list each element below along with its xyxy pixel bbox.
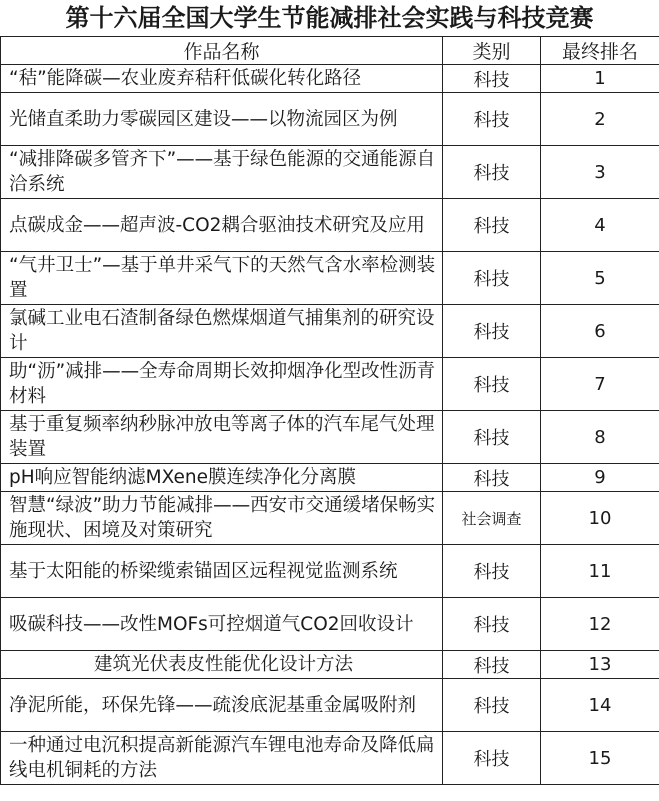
table-header-row (1, 37, 659, 65)
table-row (1, 146, 659, 199)
work-name: 基于太阳能的桥梁缆索锚固区远程视觉监测系统 (1, 545, 443, 598)
work-rank: 5 (541, 252, 659, 305)
work-rank: 6 (541, 305, 659, 358)
table-row (1, 358, 659, 411)
work-category: 科技 (443, 598, 541, 651)
work-name: 建筑光伏表皮性能优化设计方法 (1, 651, 443, 679)
work-category: 科技 (443, 411, 541, 464)
work-category: 科技 (443, 65, 541, 93)
work-category: 科技 (443, 93, 541, 146)
table-row (1, 679, 659, 732)
work-name: 智慧“绿波”助力节能减排——西安市交通缓堵保畅实施现状、困境及对策研究 (1, 492, 443, 545)
work-name: “气井卫士”—基于单井采气下的天然气含水率检测装置 (1, 252, 443, 305)
work-rank: 15 (541, 732, 659, 785)
table-row (1, 252, 659, 305)
work-category: 科技 (443, 358, 541, 411)
table-row (1, 93, 659, 146)
table-row (1, 305, 659, 358)
table-row (1, 545, 659, 598)
work-category: 科技 (443, 199, 541, 252)
table-row (1, 199, 659, 252)
work-category: 科技 (443, 464, 541, 492)
work-rank: 7 (541, 358, 659, 411)
work-name: 一种通过电沉积提高新能源汽车锂电池寿命及降低扁线电机铜耗的方法 (1, 732, 443, 785)
work-name: pH响应智能纳滤MXene膜连续净化分离膜 (1, 464, 443, 492)
work-rank: 8 (541, 411, 659, 464)
work-rank: 1 (541, 65, 659, 93)
page-title: 第十六届全国大学生节能减排社会实践与科技竞赛 (65, 4, 594, 32)
work-rank: 12 (541, 598, 659, 651)
table-row (1, 651, 659, 679)
work-name: 吸碳科技——改性MOFs可控烟道气CO2回收设计 (1, 598, 443, 651)
work-name: “减排降碳多管齐下”——基于绿色能源的交通能源自洽系统 (1, 146, 443, 199)
work-name: 净泥所能，环保先锋——疏浚底泥基重金属吸附剂 (1, 679, 443, 732)
work-category: 科技 (443, 651, 541, 679)
work-name: 基于重复频率纳秒脉冲放电等离子体的汽车尾气处理装置 (1, 411, 443, 464)
work-category: 社会调查 (443, 492, 541, 545)
work-category: 科技 (443, 732, 541, 785)
work-rank: 4 (541, 199, 659, 252)
table-row (1, 411, 659, 464)
work-name: 点碳成金——超声波-CO2耦合驱油技术研究及应用 (1, 199, 443, 252)
table-row (1, 492, 659, 545)
work-name: 助“沥”减排——全寿命周期长效抑烟净化型改性沥青材料 (1, 358, 443, 411)
work-category: 科技 (443, 252, 541, 305)
work-rank: 9 (541, 464, 659, 492)
work-rank: 3 (541, 146, 659, 199)
work-category: 科技 (443, 146, 541, 199)
table-row (1, 464, 659, 492)
work-rank: 13 (541, 651, 659, 679)
work-rank: 2 (541, 93, 659, 146)
work-name: “秸”能降碳—农业废弃秸秆低碳化转化路径 (1, 65, 443, 93)
table-row (1, 732, 659, 785)
work-name: 氯碱工业电石渣制备绿色燃煤烟道气捕集剂的研究设计 (1, 305, 443, 358)
header-category: 类别 (443, 37, 541, 65)
results-table (0, 36, 659, 785)
work-rank: 14 (541, 679, 659, 732)
work-name: 光储直柔助力零碳园区建设——以物流园区为例 (1, 93, 443, 146)
work-rank: 11 (541, 545, 659, 598)
header-name: 作品名称 (1, 37, 443, 65)
table-row (1, 598, 659, 651)
table-row (1, 65, 659, 93)
work-rank: 10 (541, 492, 659, 545)
work-category: 科技 (443, 679, 541, 732)
work-category: 科技 (443, 545, 541, 598)
work-category: 科技 (443, 305, 541, 358)
header-rank: 最终排名 (541, 37, 659, 65)
